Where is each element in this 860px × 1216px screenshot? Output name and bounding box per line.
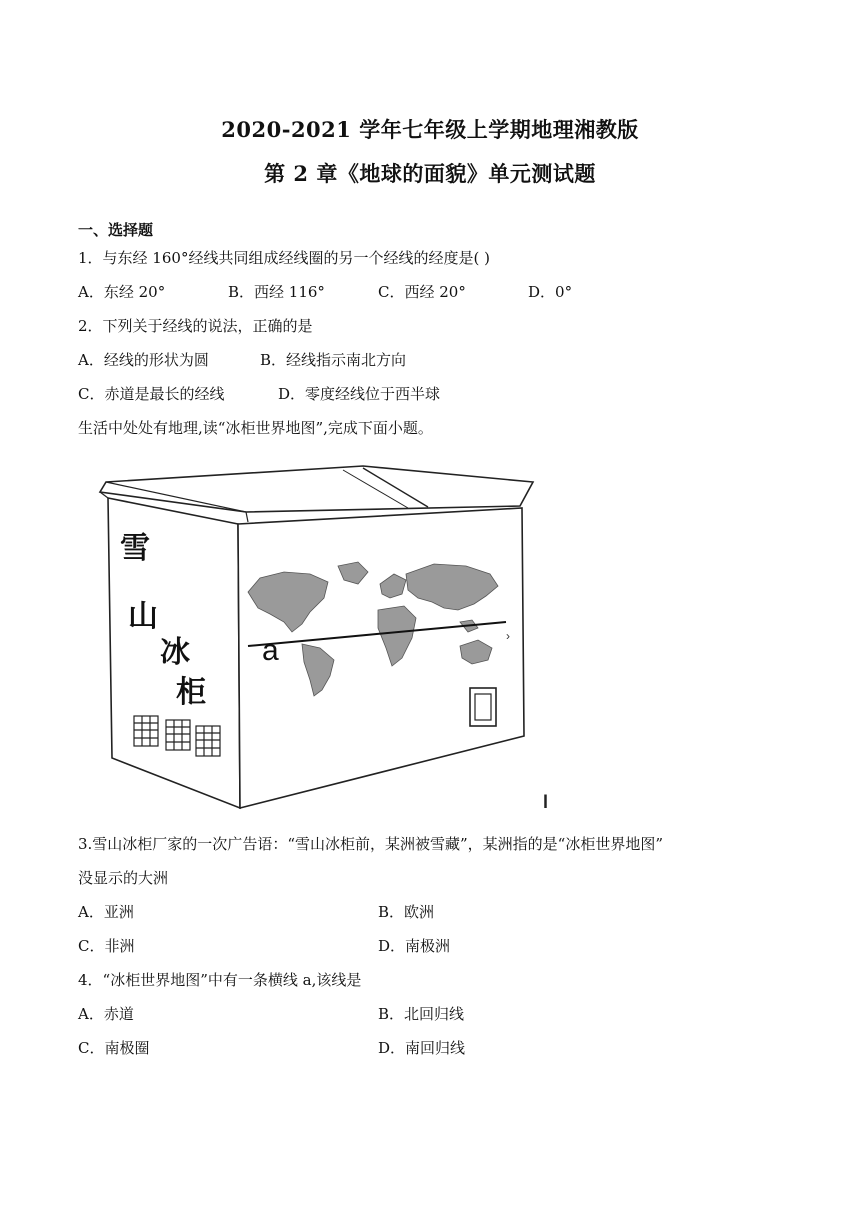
freezer-figure [88, 462, 558, 814]
question-1-option-d: D．0° [528, 283, 573, 301]
document-title-line1: 2020-2021 学年七年级上学期地理湘教版 [221, 117, 639, 142]
side-char-2: 山 [128, 599, 158, 634]
question-1-option-c: C．西经 20° [378, 283, 466, 301]
question-3-option-d: D．南极洲 [378, 937, 451, 955]
question-3-option-a: A．亚洲 [78, 903, 134, 921]
vent-grille-1 [134, 716, 158, 746]
question-2-option-a: A．经线的形状为圆 [78, 351, 209, 369]
vent-grille-3 [196, 726, 220, 756]
question-2-option-b: B．经线指示南北方向 [260, 351, 407, 369]
question-2-option-d: D．零度经线位于西半球 [278, 385, 441, 403]
question-4-stem: 4．“冰柜世界地图”中有一条横线 a,该线是 [78, 971, 362, 989]
question-4-option-d: D．南回归线 [378, 1039, 466, 1057]
question-4-option-b: B．北回归线 [378, 1005, 465, 1023]
question-3-stem-line2: 没显示的大洲 [78, 869, 169, 887]
question-1-option-a: A．东经 20° [78, 283, 166, 301]
document-title-line2: 第 2 章《地球的面貌》单元测试题 [264, 161, 596, 186]
figure-intro: 生活中处处有地理,读“冰柜世界地图”,完成下面小题。 [78, 419, 433, 437]
corner-mark: l [543, 792, 549, 812]
question-1-option-b: B．西经 116° [228, 283, 325, 301]
question-2-stem: 2．下列关于经线的说法，正确的是 [78, 317, 313, 335]
line-a-label: a [262, 634, 279, 667]
question-4-option-a: A．赤道 [78, 1005, 134, 1023]
vent-grille-2 [166, 720, 190, 750]
side-char-4: 柜 [176, 675, 206, 710]
side-char-1: 雪 [120, 531, 150, 566]
question-2-option-c: C．赤道是最长的经线 [78, 385, 225, 403]
question-4-option-c: C．南极圈 [78, 1039, 150, 1057]
question-3-stem-line1: 3.雪山冰柜厂家的一次广告语：“雪山冰柜前，某洲被雪藏”，某洲指的是“冰柜世界地图” [78, 835, 663, 853]
question-3-option-c: C．非洲 [78, 937, 135, 955]
side-char-3: 冰 [160, 635, 190, 670]
question-3-option-b: B．欧洲 [378, 903, 435, 921]
section-heading: 一、选择题 [78, 221, 154, 239]
map-edge-mark: › [506, 629, 510, 643]
question-1-stem: 1．与东经 160°经线共同组成经线圈的另一个经线的经度是( ) [78, 249, 490, 267]
freezer-lid [100, 466, 533, 512]
